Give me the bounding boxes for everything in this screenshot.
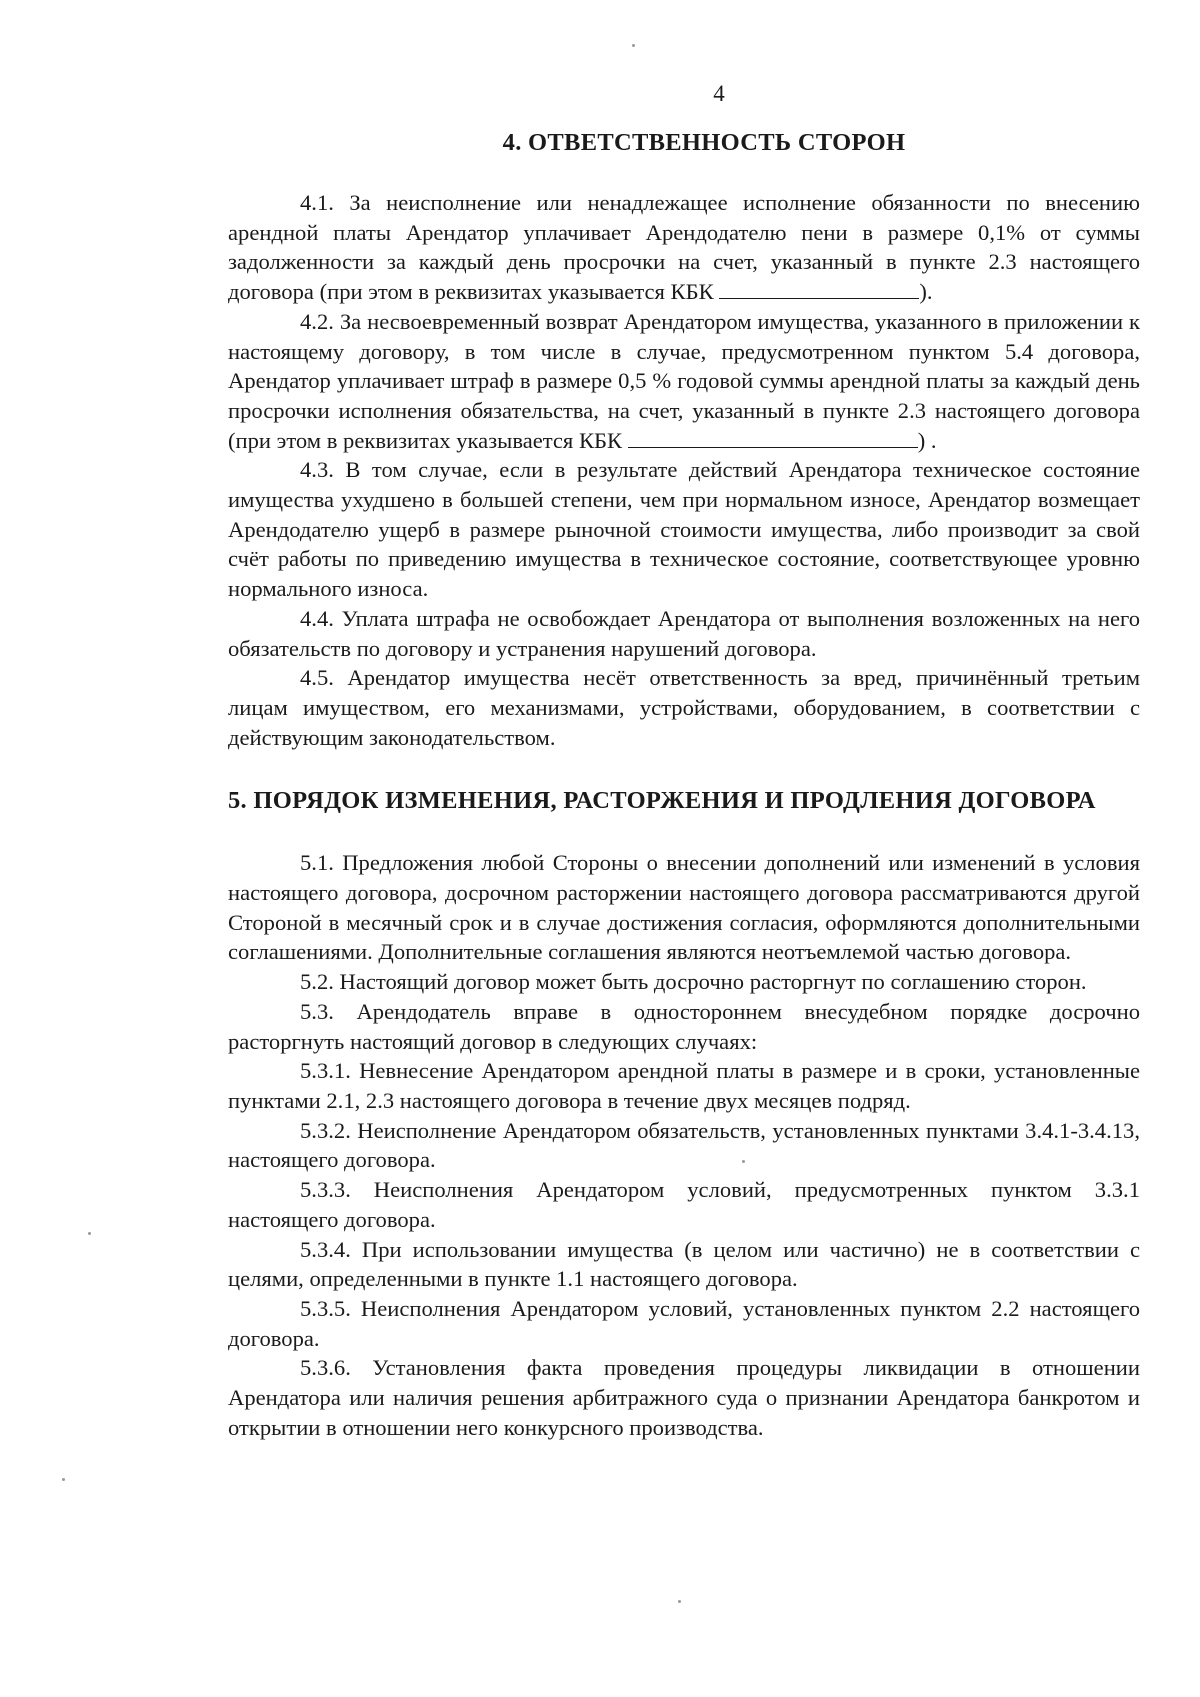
page-number: 4 [713,81,725,106]
scan-speck [678,1600,681,1603]
paragraph-4-3: 4.3. В том случае, если в результате действий Арендатора техническое состояние имущества ухудшено в большей степени, чем при нормальном износе, Арендатор возмещает Арендодателю ущерб в размере рыночной стоимости имущества, либо производит за свой счёт работы по приведению имущества в техническое состояние, соответствующее уровню нормального износа. [228,457,1140,602]
paragraph-4-2-text: 4.2. За несвоевременный возврат Арендатором имущества, указанного в приложении к настоящему договору, в том числе в случае, предусмотренном пунктом 5.4 договора, Арендатор уплачивает штраф в размере 0,5 % годовой суммы арендной платы за каждый день просрочки исполнения обязательства, на счет, указанный в пункте 2.3 настоящего договора (при этом в реквизитах указывается КБК [228,308,1140,453]
scan-speck [62,1478,65,1481]
scan-speck [88,1232,91,1235]
paragraph-5-3-2: 5.3.2. Неисполнение Арендатором обязательств, установленных пунктами 3.4.1-3.4.13, настоящего договора. [228,1117,1140,1173]
document-page [228,80,1140,1442]
paragraph-4-1-tail: ). [919,279,933,305]
paragraph-5-1: 5.1. Предложения любой Стороны о внесении дополнений или изменений в условия настоящего договора, досрочном расторжении настоящего договора рассматриваются другой Стороной в месячный срок и в случае достижения согласия, оформляются дополнительными соглашениями. Дополнительные соглашения являются неотъемлемой частью договора. [228,850,1140,965]
kbk-blank-line [719,278,919,299]
paragraph-5-3-1: 5.3.1. Невнесение Арендатором арендной платы в размере и в сроки, установленные пунктами 2.1, 2.3 настоящего договора в течение двух месяцев подряд. [228,1058,1140,1113]
scan-speck [632,44,635,47]
section-5-heading: 5. ПОРЯДОК ИЗМЕНЕНИЯ, РАСТОРЖЕНИЯ И ПРОДЛЕНИЯ ДОГОВОРА [228,787,1096,815]
paragraph-5-3-4: 5.3.4. При использовании имущества (в целом или частично) не в соответствии с целями, определенными в пункте 1.1 настоящего договора. [228,1236,1140,1292]
paragraph-4-1 [228,188,1140,307]
paragraph-5-3-6: 5.3.6. Установления факта проведения процедуры ликвидации в отношении Арендатора или наличия решения арбитражного суда о признании Арендатора банкротом и открытии в отношении него конкурсного производства. [228,1355,1140,1440]
paragraph-4-1-text: 4.1. За неисполнение или ненадлежащее исполнение обязанности по внесению арендной платы Арендатор уплачивает Арендодателю пени в размере 0,1% от суммы задолженности за каждый день просрочки на счет, указанный в пункте 2.3 настоящего договора (при этом в реквизитах указывается КБК [228,190,1140,305]
scan-speck [742,1160,745,1163]
paragraph-5-2: 5.2. Настоящий договор может быть досрочно расторгнут по соглашению сторон. [300,969,1087,995]
paragraph-5-3-3: 5.3.3. Неисполнения Арендатором условий, предусмотренных пунктом 3.3.1 настоящего договора. [228,1177,1140,1232]
paragraph-4-2-tail: ) . [917,427,937,453]
paragraph-5-3: 5.3. Арендодатель вправе в одностороннем внесудебном порядке досрочно расторгнуть настоящий договор в следующих случаях: [228,998,1140,1054]
paragraph-4-5: 4.5. Арендатор имущества несёт ответственность за вред, причинённый третьим лицам имуществом, его механизмами, устройствами, оборудованием, в соответствии с действующим законодательством. [228,665,1140,750]
paragraph-5-3-5: 5.3.5. Неисполнения Арендатором условий, установленных пунктом 2.2 настоящего договора. [228,1295,1140,1351]
paragraph-4-4: 4.4. Уплата штрафа не освобождает Арендатора от выполнения возложенных на него обязательств по договору и устранения нарушений договора. [228,605,1140,661]
paragraph-4-2 [228,307,1140,456]
section-4-heading: 4. ОТВЕТСТВЕННОСТЬ СТОРОН [502,129,906,156]
kbk-blank-line [628,427,918,448]
